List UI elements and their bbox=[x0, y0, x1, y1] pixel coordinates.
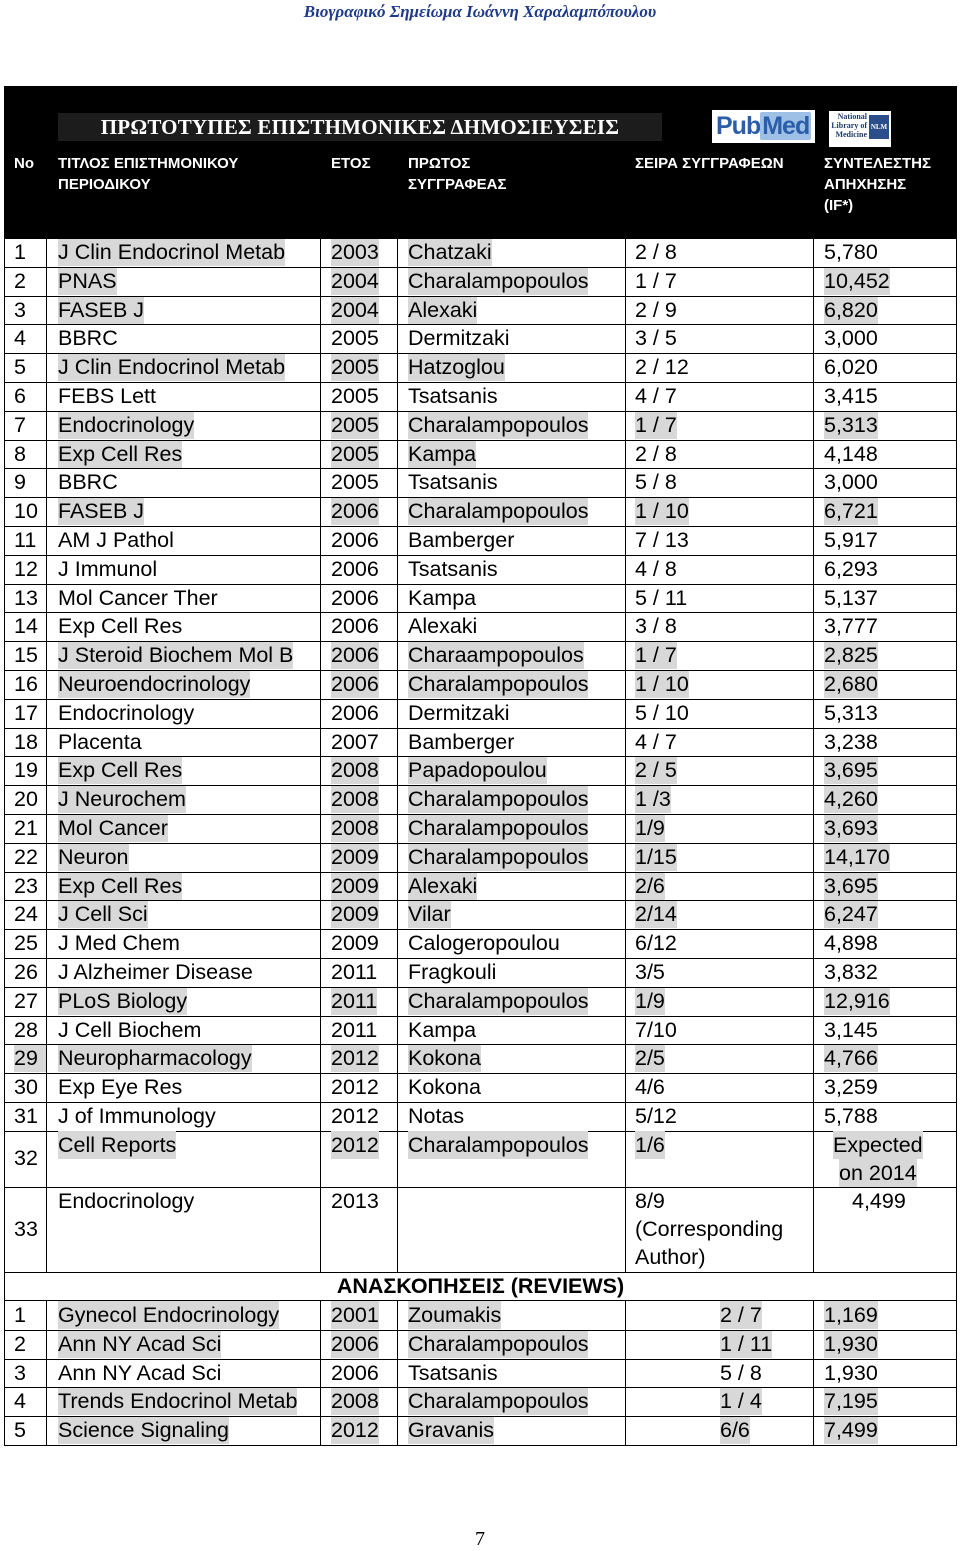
row-no: 22 bbox=[14, 844, 38, 869]
row33-author-order-line2: (Corresponding bbox=[635, 1217, 784, 1241]
review-impact-factor: 1,169 bbox=[824, 1303, 878, 1327]
row-journal: Exp Eye Res bbox=[58, 1075, 183, 1100]
review-year: 2006 bbox=[331, 1360, 379, 1385]
row-impact-factor: 6,721 bbox=[824, 499, 878, 524]
row-author-order: 2 / 5 bbox=[635, 758, 677, 783]
row-divider bbox=[4, 238, 957, 239]
row-divider bbox=[4, 1359, 957, 1360]
row-journal: AM J Pathol bbox=[58, 528, 174, 552]
row-journal: Exp Cell Res bbox=[58, 614, 183, 639]
pubmed-logo[interactable]: PubMed bbox=[712, 110, 815, 143]
review-first-author: Zoumakis bbox=[408, 1303, 502, 1327]
row-first-author: Bamberger bbox=[408, 729, 515, 754]
review-journal: Science Signaling bbox=[58, 1418, 229, 1443]
row-no: 1 bbox=[14, 240, 26, 264]
review-journal: Gynecol Endocrinology bbox=[58, 1303, 280, 1327]
row-author-order: 1 / 7 bbox=[635, 643, 677, 668]
row-journal: FASEB J bbox=[58, 297, 145, 322]
row-author-order: 3/5 bbox=[635, 960, 665, 984]
row-first-author: Kokona bbox=[408, 1046, 481, 1071]
row-divider bbox=[4, 641, 957, 642]
row-author-order: 2 / 8 bbox=[635, 240, 677, 264]
row-journal: J Immunol bbox=[58, 556, 158, 581]
row-impact-factor: 4,148 bbox=[824, 441, 878, 466]
row-divider bbox=[4, 584, 957, 585]
row-year: 2007 bbox=[331, 729, 379, 754]
row-journal: Placenta bbox=[58, 729, 142, 754]
column-divider bbox=[4, 1300, 5, 1445]
row-no: 21 bbox=[14, 816, 38, 840]
row-divider bbox=[4, 497, 957, 498]
header-journal-line1: ΤΙΤΛΟΣ ΕΠΙΣΤΗΜΟΝΙΚΟΥ bbox=[58, 155, 239, 172]
row-first-author: Chatzaki bbox=[408, 240, 492, 264]
row-divider bbox=[4, 670, 957, 671]
column-divider bbox=[625, 238, 626, 1272]
row-impact-factor: 3,415 bbox=[824, 384, 878, 408]
row-first-author: Kampa bbox=[408, 1017, 477, 1042]
row32-first-author: Charalampopoulos bbox=[408, 1133, 589, 1157]
row32-author-order: 1/6 bbox=[635, 1133, 665, 1157]
review-first-author: Charalampopoulos bbox=[408, 1331, 589, 1356]
row-first-author: Papadopoulou bbox=[408, 758, 547, 783]
row-divider bbox=[4, 699, 957, 700]
row-no: 8 bbox=[14, 441, 26, 466]
row-impact-factor: 4,898 bbox=[824, 931, 878, 956]
row-year: 2011 bbox=[331, 960, 378, 984]
row33-impact-factor: 4,499 bbox=[852, 1189, 906, 1213]
row-divider bbox=[4, 900, 957, 901]
row-first-author: Alexaki bbox=[408, 873, 478, 898]
row-journal: J Neurochem bbox=[58, 787, 186, 812]
row-first-author: Kokona bbox=[408, 1075, 481, 1100]
row-journal: Exp Cell Res bbox=[58, 441, 183, 466]
row-impact-factor: 6,020 bbox=[824, 355, 878, 380]
row-journal: PNAS bbox=[58, 268, 117, 293]
review-first-author: Charalampopoulos bbox=[408, 1389, 589, 1414]
row-no: 27 bbox=[14, 988, 38, 1013]
header-impact-factor-line1: ΣΥΝΤΕΛΕΣΤΗΣ bbox=[824, 155, 932, 172]
row-first-author: Hatzoglou bbox=[408, 355, 505, 380]
row-no: 13 bbox=[14, 585, 38, 610]
review-author-order: 2 / 7 bbox=[720, 1303, 762, 1327]
row-divider bbox=[4, 987, 957, 988]
row-journal: Endocrinology bbox=[58, 700, 195, 725]
row-year: 2006 bbox=[331, 556, 379, 581]
row-author-order: 1 / 7 bbox=[635, 412, 677, 437]
row-no: 6 bbox=[14, 384, 26, 408]
row-year: 2005 bbox=[331, 326, 379, 351]
row-author-order: 7 / 13 bbox=[635, 528, 689, 552]
row-divider bbox=[4, 1416, 957, 1417]
row-year: 2006 bbox=[331, 643, 379, 668]
row-journal: Mol Cancer bbox=[58, 816, 168, 840]
row-author-order: 1 / 10 bbox=[635, 499, 689, 524]
review-first-author: Tsatsanis bbox=[408, 1360, 498, 1385]
row-impact-factor: 3,777 bbox=[824, 614, 878, 639]
review-author-order: 1 / 4 bbox=[720, 1389, 762, 1414]
row-first-author: Tsatsanis bbox=[408, 384, 498, 408]
header-impact-factor-line3: (IF*) bbox=[824, 197, 854, 214]
row-year: 2006 bbox=[331, 700, 379, 725]
row-no: 7 bbox=[14, 412, 26, 437]
row-first-author: Alexaki bbox=[408, 297, 478, 322]
row-impact-factor: 3,259 bbox=[824, 1075, 878, 1100]
row-author-order: 1 / 7 bbox=[635, 268, 677, 293]
running-head: Βιογραφικό Σημείωμα Ιωάννη Χαραλαμπόπουλου bbox=[303, 2, 657, 21]
row-first-author: Charalampopoulos bbox=[408, 816, 589, 840]
column-divider bbox=[813, 238, 814, 1272]
row-divider bbox=[4, 756, 957, 757]
column-divider bbox=[4, 238, 5, 1272]
row-year: 2009 bbox=[331, 844, 379, 869]
row-divider bbox=[4, 1016, 957, 1017]
row-year: 2012 bbox=[331, 1104, 379, 1128]
row-journal: J Cell Sci bbox=[58, 902, 148, 927]
row-author-order: 1/9 bbox=[635, 988, 665, 1013]
row-impact-factor: 3,000 bbox=[824, 470, 878, 495]
row-impact-factor: 3,145 bbox=[824, 1017, 878, 1042]
row-divider bbox=[4, 353, 957, 354]
review-year: 2008 bbox=[331, 1389, 379, 1414]
column-divider bbox=[956, 1300, 957, 1445]
review-journal: Trends Endocrinol Metab bbox=[58, 1389, 298, 1414]
row-year: 2004 bbox=[331, 297, 379, 322]
column-divider bbox=[46, 238, 47, 1272]
row-journal: Neuropharmacology bbox=[58, 1046, 252, 1071]
row-year: 2012 bbox=[331, 1046, 379, 1071]
row32-no: 32 bbox=[14, 1146, 38, 1170]
row-divider bbox=[4, 1330, 957, 1331]
row-divider bbox=[4, 872, 957, 873]
row-first-author: Dermitzaki bbox=[408, 700, 510, 725]
row-impact-factor: 12,916 bbox=[824, 988, 890, 1013]
row-journal: BBRC bbox=[58, 326, 118, 351]
row-divider bbox=[4, 555, 957, 556]
row-author-order: 5 / 8 bbox=[635, 470, 677, 495]
row-no: 29 bbox=[14, 1044, 46, 1072]
row-year: 2008 bbox=[331, 816, 379, 840]
row-first-author: Dermitzaki bbox=[408, 326, 510, 351]
row-year: 2006 bbox=[331, 672, 379, 696]
review-no: 4 bbox=[14, 1389, 26, 1414]
row-first-author: Kampa bbox=[408, 441, 477, 466]
row-first-author: Kampa bbox=[408, 585, 477, 610]
row-impact-factor: 2,825 bbox=[824, 643, 878, 668]
row-no: 3 bbox=[14, 297, 26, 322]
review-no: 1 bbox=[14, 1303, 26, 1327]
row-first-author: Bamberger bbox=[408, 528, 515, 552]
row32-year: 2012 bbox=[331, 1133, 379, 1157]
row-no: 28 bbox=[14, 1017, 38, 1042]
row-author-order: 1/15 bbox=[635, 844, 677, 869]
row-impact-factor: 5,917 bbox=[824, 528, 878, 552]
row33-year: 2013 bbox=[331, 1189, 379, 1213]
row-journal: Exp Cell Res bbox=[58, 758, 183, 783]
row-year: 2011 bbox=[331, 988, 378, 1013]
row-divider bbox=[4, 1300, 957, 1301]
row-no: 17 bbox=[14, 700, 38, 725]
header-first-author-line1: ΠΡΩΤΟΣ bbox=[408, 155, 471, 172]
row-divider bbox=[4, 958, 957, 959]
column-divider bbox=[320, 238, 321, 1272]
column-divider bbox=[813, 1300, 814, 1445]
row-divider bbox=[4, 1387, 957, 1388]
row-year: 2006 bbox=[331, 499, 379, 524]
row-author-order: 2/6 bbox=[635, 873, 665, 898]
row32-impact-factor-line1: Expected bbox=[833, 1133, 923, 1157]
section-title: ΠΡΩΤΟΤΥΠΕΣ ΕΠΙΣΤΗΜΟΝΙΚΕΣ ΔΗΜΟΣΙΕΥΣΕΙΣ bbox=[58, 113, 662, 141]
row-author-order: 4/6 bbox=[635, 1075, 665, 1100]
row-author-order: 4 / 7 bbox=[635, 729, 677, 754]
row-journal: J Med Chem bbox=[58, 931, 180, 956]
row-year: 2004 bbox=[331, 268, 379, 293]
row-divider bbox=[4, 785, 957, 786]
row-first-author: Notas bbox=[408, 1104, 465, 1128]
row-divider bbox=[4, 612, 957, 613]
review-journal: Ann NY Acad Sci bbox=[58, 1360, 222, 1385]
row-author-order: 2/14 bbox=[635, 902, 677, 927]
row-first-author: Charaampopoulos bbox=[408, 643, 584, 668]
row-journal: Exp Cell Res bbox=[58, 873, 183, 898]
row-first-author: Vilar bbox=[408, 902, 451, 927]
row-divider bbox=[4, 1445, 957, 1446]
row-author-order: 1 / 10 bbox=[635, 672, 689, 696]
row-divider bbox=[4, 1073, 957, 1074]
row-no: 11 bbox=[14, 528, 37, 552]
row-impact-factor: 5,313 bbox=[824, 412, 878, 437]
nlm-logo[interactable] bbox=[829, 111, 891, 147]
row-first-author: Alexaki bbox=[408, 614, 478, 639]
row-no: 30 bbox=[14, 1075, 38, 1100]
row-divider bbox=[4, 440, 957, 441]
review-year: 2006 bbox=[331, 1331, 379, 1356]
header-year: ΕΤΟΣ bbox=[331, 155, 371, 172]
row-journal: J Steroid Biochem Mol B bbox=[58, 643, 294, 668]
header-journal-line2: ΠΕΡΙΟΔΙΚΟΥ bbox=[58, 176, 151, 193]
row-no: 9 bbox=[14, 470, 26, 495]
row-no: 24 bbox=[14, 902, 38, 927]
row-no: 4 bbox=[14, 326, 26, 351]
row-journal: J Clin Endocrinol Metab bbox=[58, 240, 286, 264]
nlm-logo-text: National Library of Medicine bbox=[831, 112, 867, 139]
row-impact-factor: 6,247 bbox=[824, 902, 878, 927]
row-journal: Neuron bbox=[58, 844, 129, 869]
row-divider bbox=[4, 814, 957, 815]
row-divider bbox=[4, 267, 957, 268]
row-author-order: 4 / 8 bbox=[635, 556, 677, 581]
row-journal: BBRC bbox=[58, 470, 118, 495]
review-impact-factor: 7,195 bbox=[824, 1389, 878, 1414]
row-no: 25 bbox=[14, 931, 38, 956]
header-author-order: ΣΕΙΡΑ ΣΥΓΓΡΑΦΕΩΝ bbox=[635, 155, 784, 172]
row-divider bbox=[4, 324, 957, 325]
row-first-author: Charalampopoulos bbox=[408, 787, 589, 812]
row-journal: Endocrinology bbox=[58, 412, 195, 437]
row-journal: PLoS Biology bbox=[58, 988, 188, 1013]
row33-journal: Endocrinology bbox=[58, 1189, 195, 1213]
row-divider bbox=[4, 929, 957, 930]
row-first-author: Calogeropoulou bbox=[408, 931, 560, 956]
row-journal: FASEB J bbox=[58, 499, 145, 524]
row33-no: 33 bbox=[14, 1217, 38, 1241]
row-author-order: 2 / 12 bbox=[635, 355, 689, 380]
row-impact-factor: 5,137 bbox=[824, 585, 878, 610]
row-no: 23 bbox=[14, 873, 38, 898]
column-divider bbox=[46, 1300, 47, 1445]
row-no: 18 bbox=[14, 729, 38, 754]
row-impact-factor: 5,313 bbox=[824, 700, 878, 725]
column-divider bbox=[397, 238, 398, 1272]
row-journal: J of Immunology bbox=[58, 1104, 216, 1128]
row-author-order: 3 / 5 bbox=[635, 326, 677, 351]
row-year: 2005 bbox=[331, 412, 379, 437]
row-year: 2012 bbox=[331, 1075, 379, 1100]
row-divider bbox=[4, 1044, 957, 1045]
review-year: 2001 bbox=[331, 1303, 379, 1327]
row-impact-factor: 3,693 bbox=[824, 816, 878, 840]
row-first-author: Charalampopoulos bbox=[408, 412, 589, 437]
review-impact-factor: 1,930 bbox=[824, 1360, 878, 1385]
header-no: No bbox=[14, 155, 34, 172]
row-year: 2009 bbox=[331, 873, 379, 898]
row-year: 2005 bbox=[331, 441, 379, 466]
row-impact-factor: 3,695 bbox=[824, 873, 878, 898]
column-divider bbox=[956, 238, 957, 1272]
row-no: 12 bbox=[14, 556, 38, 581]
row-impact-factor: 4,766 bbox=[824, 1046, 878, 1071]
review-no: 5 bbox=[14, 1418, 26, 1443]
row-first-author: Fragkouli bbox=[408, 960, 497, 984]
review-first-author: Gravanis bbox=[408, 1418, 495, 1443]
row-journal: Neuroendocrinology bbox=[58, 672, 251, 696]
header-impact-factor-line2: ΑΠΗΧΗΣΗΣ bbox=[824, 176, 907, 193]
row-author-order: 1 /3 bbox=[635, 787, 671, 812]
row-no: 31 bbox=[14, 1104, 38, 1128]
row-impact-factor: 4,260 bbox=[824, 787, 878, 812]
row-no: 26 bbox=[14, 960, 38, 984]
review-author-order: 6/6 bbox=[720, 1418, 750, 1443]
row32-impact-factor-line2: on 2014 bbox=[839, 1161, 917, 1185]
row-no: 20 bbox=[14, 787, 38, 812]
review-impact-factor: 7,499 bbox=[824, 1418, 878, 1443]
row-first-author: Charalampopoulos bbox=[408, 499, 589, 524]
row-divider bbox=[4, 411, 957, 412]
row-year: 2009 bbox=[331, 931, 379, 956]
column-divider bbox=[625, 1300, 626, 1445]
row-first-author: Tsatsanis bbox=[408, 556, 498, 581]
row-no: 2 bbox=[14, 268, 26, 293]
row-no: 15 bbox=[14, 643, 38, 668]
row-impact-factor: 3,000 bbox=[824, 326, 878, 351]
row-journal: J Cell Biochem bbox=[58, 1017, 202, 1042]
row-year: 2008 bbox=[331, 787, 379, 812]
row-year: 2005 bbox=[331, 384, 379, 408]
row-no: 16 bbox=[14, 672, 38, 696]
row-impact-factor: 3,238 bbox=[824, 729, 878, 754]
row-journal: FEBS Lett bbox=[58, 384, 156, 408]
row-divider bbox=[4, 296, 957, 297]
row-author-order: 6/12 bbox=[635, 931, 677, 956]
review-no: 2 bbox=[14, 1331, 26, 1356]
row-journal: Mol Cancer Ther bbox=[58, 585, 218, 610]
review-journal: Ann NY Acad Sci bbox=[58, 1331, 222, 1356]
row-first-author: Charalampopoulos bbox=[408, 672, 589, 696]
row-author-order: 1/9 bbox=[635, 816, 665, 840]
review-author-order: 5 / 8 bbox=[720, 1360, 762, 1385]
row-impact-factor: 6,820 bbox=[824, 297, 878, 322]
row-impact-factor: 10,452 bbox=[824, 268, 890, 293]
row-no: 5 bbox=[14, 355, 26, 380]
row-divider bbox=[4, 843, 957, 844]
header-first-author-line2: ΣΥΓΓΡΑΦΕΑΣ bbox=[408, 176, 507, 193]
row-year: 2006 bbox=[331, 614, 379, 639]
row-impact-factor: 5,780 bbox=[824, 240, 878, 264]
row33-author-order-line3: Author) bbox=[635, 1245, 706, 1269]
row-author-order: 3 / 8 bbox=[635, 614, 677, 639]
row-divider bbox=[4, 728, 957, 729]
row-author-order: 5 / 11 bbox=[635, 585, 688, 610]
row-author-order: 2 / 8 bbox=[635, 441, 677, 466]
row-journal: J Clin Endocrinol Metab bbox=[58, 355, 286, 380]
row33-author-order-line1: 8/9 bbox=[635, 1189, 665, 1213]
row-year: 2006 bbox=[331, 585, 379, 610]
row-author-order: 2/5 bbox=[635, 1046, 665, 1071]
row-year: 2008 bbox=[331, 758, 379, 783]
row-year: 2005 bbox=[331, 470, 379, 495]
column-divider bbox=[320, 1300, 321, 1445]
column-divider bbox=[397, 1300, 398, 1445]
row-first-author: Charalampopoulos bbox=[408, 268, 589, 293]
row-first-author: Charalampopoulos bbox=[408, 988, 589, 1013]
row-no: 19 bbox=[14, 758, 38, 783]
row32-journal: Cell Reports bbox=[58, 1133, 177, 1157]
row-impact-factor: 5,788 bbox=[824, 1104, 878, 1128]
row-impact-factor: 14,170 bbox=[824, 844, 890, 869]
row-impact-factor: 3,695 bbox=[824, 758, 878, 783]
row-divider bbox=[4, 526, 957, 527]
row-divider bbox=[4, 382, 957, 383]
row-year: 2005 bbox=[331, 355, 379, 380]
row-no: 10 bbox=[14, 499, 38, 524]
row-first-author: Charalampopoulos bbox=[408, 844, 589, 869]
row-divider bbox=[4, 468, 957, 469]
review-impact-factor: 1,930 bbox=[824, 1331, 878, 1356]
row-year: 2003 bbox=[331, 240, 379, 264]
reviews-heading: ΑΝΑΣΚΟΠΗΣΕΙΣ (REVIEWS) bbox=[336, 1274, 625, 1298]
page-number: 7 bbox=[475, 1528, 485, 1550]
row-impact-factor: 3,832 bbox=[824, 960, 878, 984]
row-year: 2011 bbox=[331, 1017, 378, 1042]
row-impact-factor: 6,293 bbox=[824, 556, 878, 581]
row-author-order: 7/10 bbox=[635, 1017, 677, 1042]
row-no: 14 bbox=[14, 614, 38, 639]
row-author-order: 4 / 7 bbox=[635, 384, 677, 408]
row-divider bbox=[4, 1102, 957, 1103]
review-author-order: 1 / 11 bbox=[720, 1331, 773, 1356]
review-year: 2012 bbox=[331, 1418, 379, 1443]
row-journal: J Alzheimer Disease bbox=[58, 960, 253, 984]
row-author-order: 2 / 9 bbox=[635, 297, 677, 322]
row-author-order: 5 / 10 bbox=[635, 700, 689, 725]
row-year: 2009 bbox=[331, 902, 379, 927]
review-no: 3 bbox=[14, 1360, 26, 1385]
row-author-order: 5/12 bbox=[635, 1104, 677, 1128]
row-year: 2006 bbox=[331, 528, 379, 552]
nlm-logo-mark: NLM bbox=[869, 115, 889, 139]
row-impact-factor: 2,680 bbox=[824, 672, 878, 696]
row-first-author: Tsatsanis bbox=[408, 470, 498, 495]
